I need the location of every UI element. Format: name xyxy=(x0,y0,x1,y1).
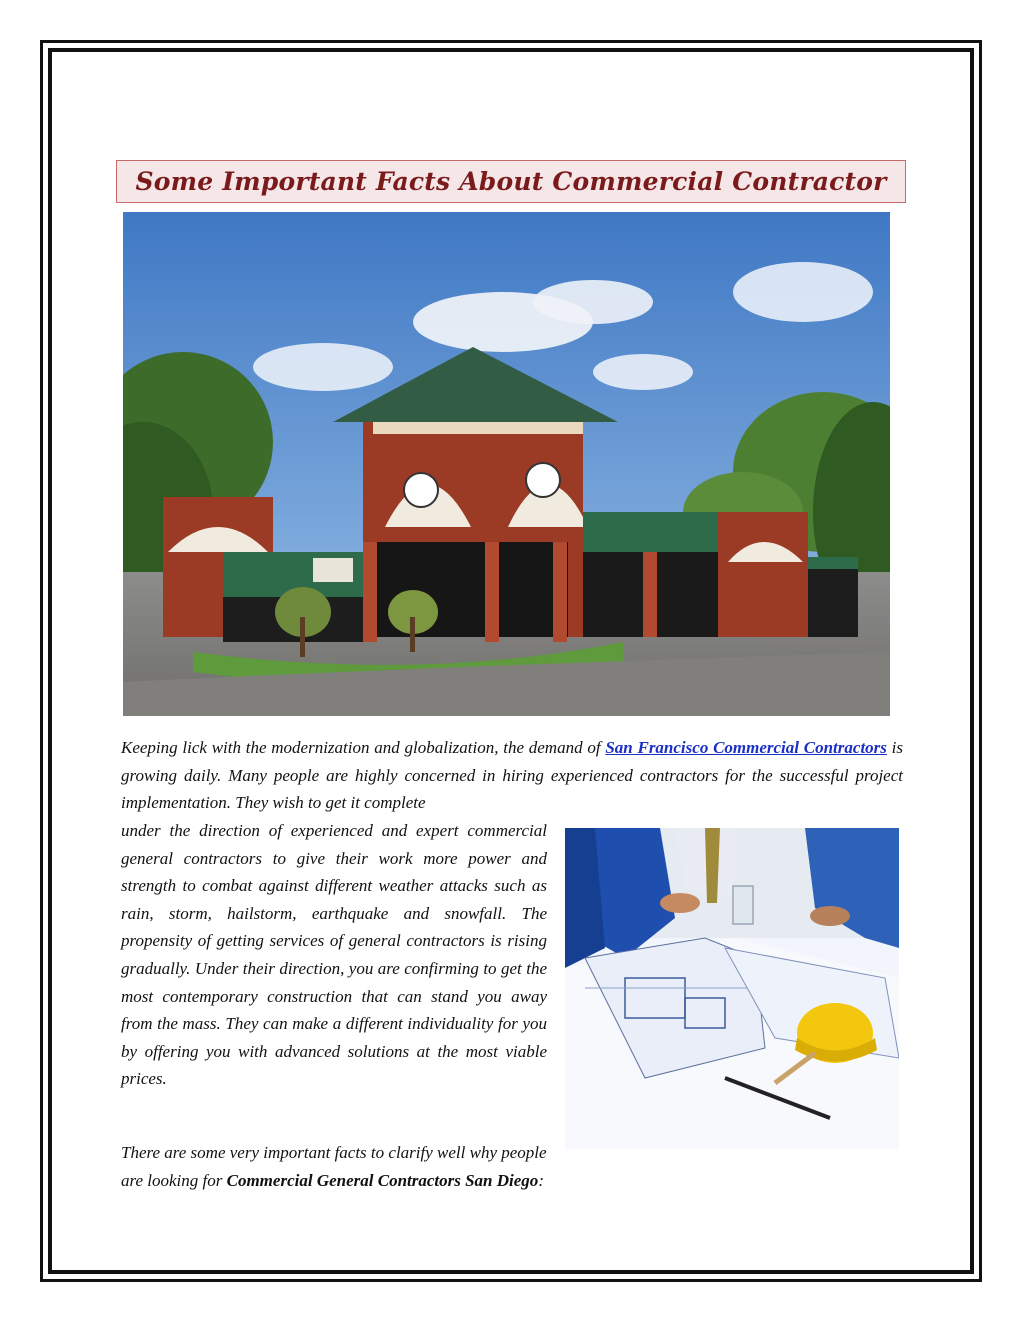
title-banner xyxy=(116,160,906,203)
intro-text-end: is growing daily. Many people are highly concerned in hiring experienced contractors for the successful project implementation. They wish to get it complete xyxy=(121,738,903,813)
blueprint-meeting-illustration xyxy=(565,828,899,1149)
san-francisco-contractors-link[interactable]: San Francisco Commercial Contractors xyxy=(605,738,887,757)
closing-paragraph xyxy=(121,1139,551,1194)
intro-paragraph xyxy=(121,734,903,817)
body-paragraph: under the direction of experienced and expert commercial general contractors to give their work more power and strength to combat against different weather attacks such as rain, storm, hailstorm, earthquake and snowfall. The propensity of getting services of general contractors is rising gradually. Under their direction, you are confirming to get the most contemporary construction that can stand you away from the mass. They can make a different individuality for you by offering you with advanced solutions at the most viable prices. xyxy=(121,821,547,1089)
page-title: Some Important Facts About Commercial Contractor xyxy=(135,167,887,196)
commercial-building-illustration xyxy=(123,212,890,716)
commercial-building-photo xyxy=(123,212,890,716)
intro-text-start: Keeping lick with the modernization and globalization, the demand of xyxy=(121,738,606,757)
closing-text-start: There are some very important facts to clarify well why people are looking for xyxy=(121,1143,547,1190)
blueprint-meeting-photo xyxy=(565,828,899,1149)
closing-text-end: : xyxy=(538,1170,544,1190)
san-diego-contractors-emphasis: Commercial General Contractors San Diego xyxy=(226,1170,539,1190)
